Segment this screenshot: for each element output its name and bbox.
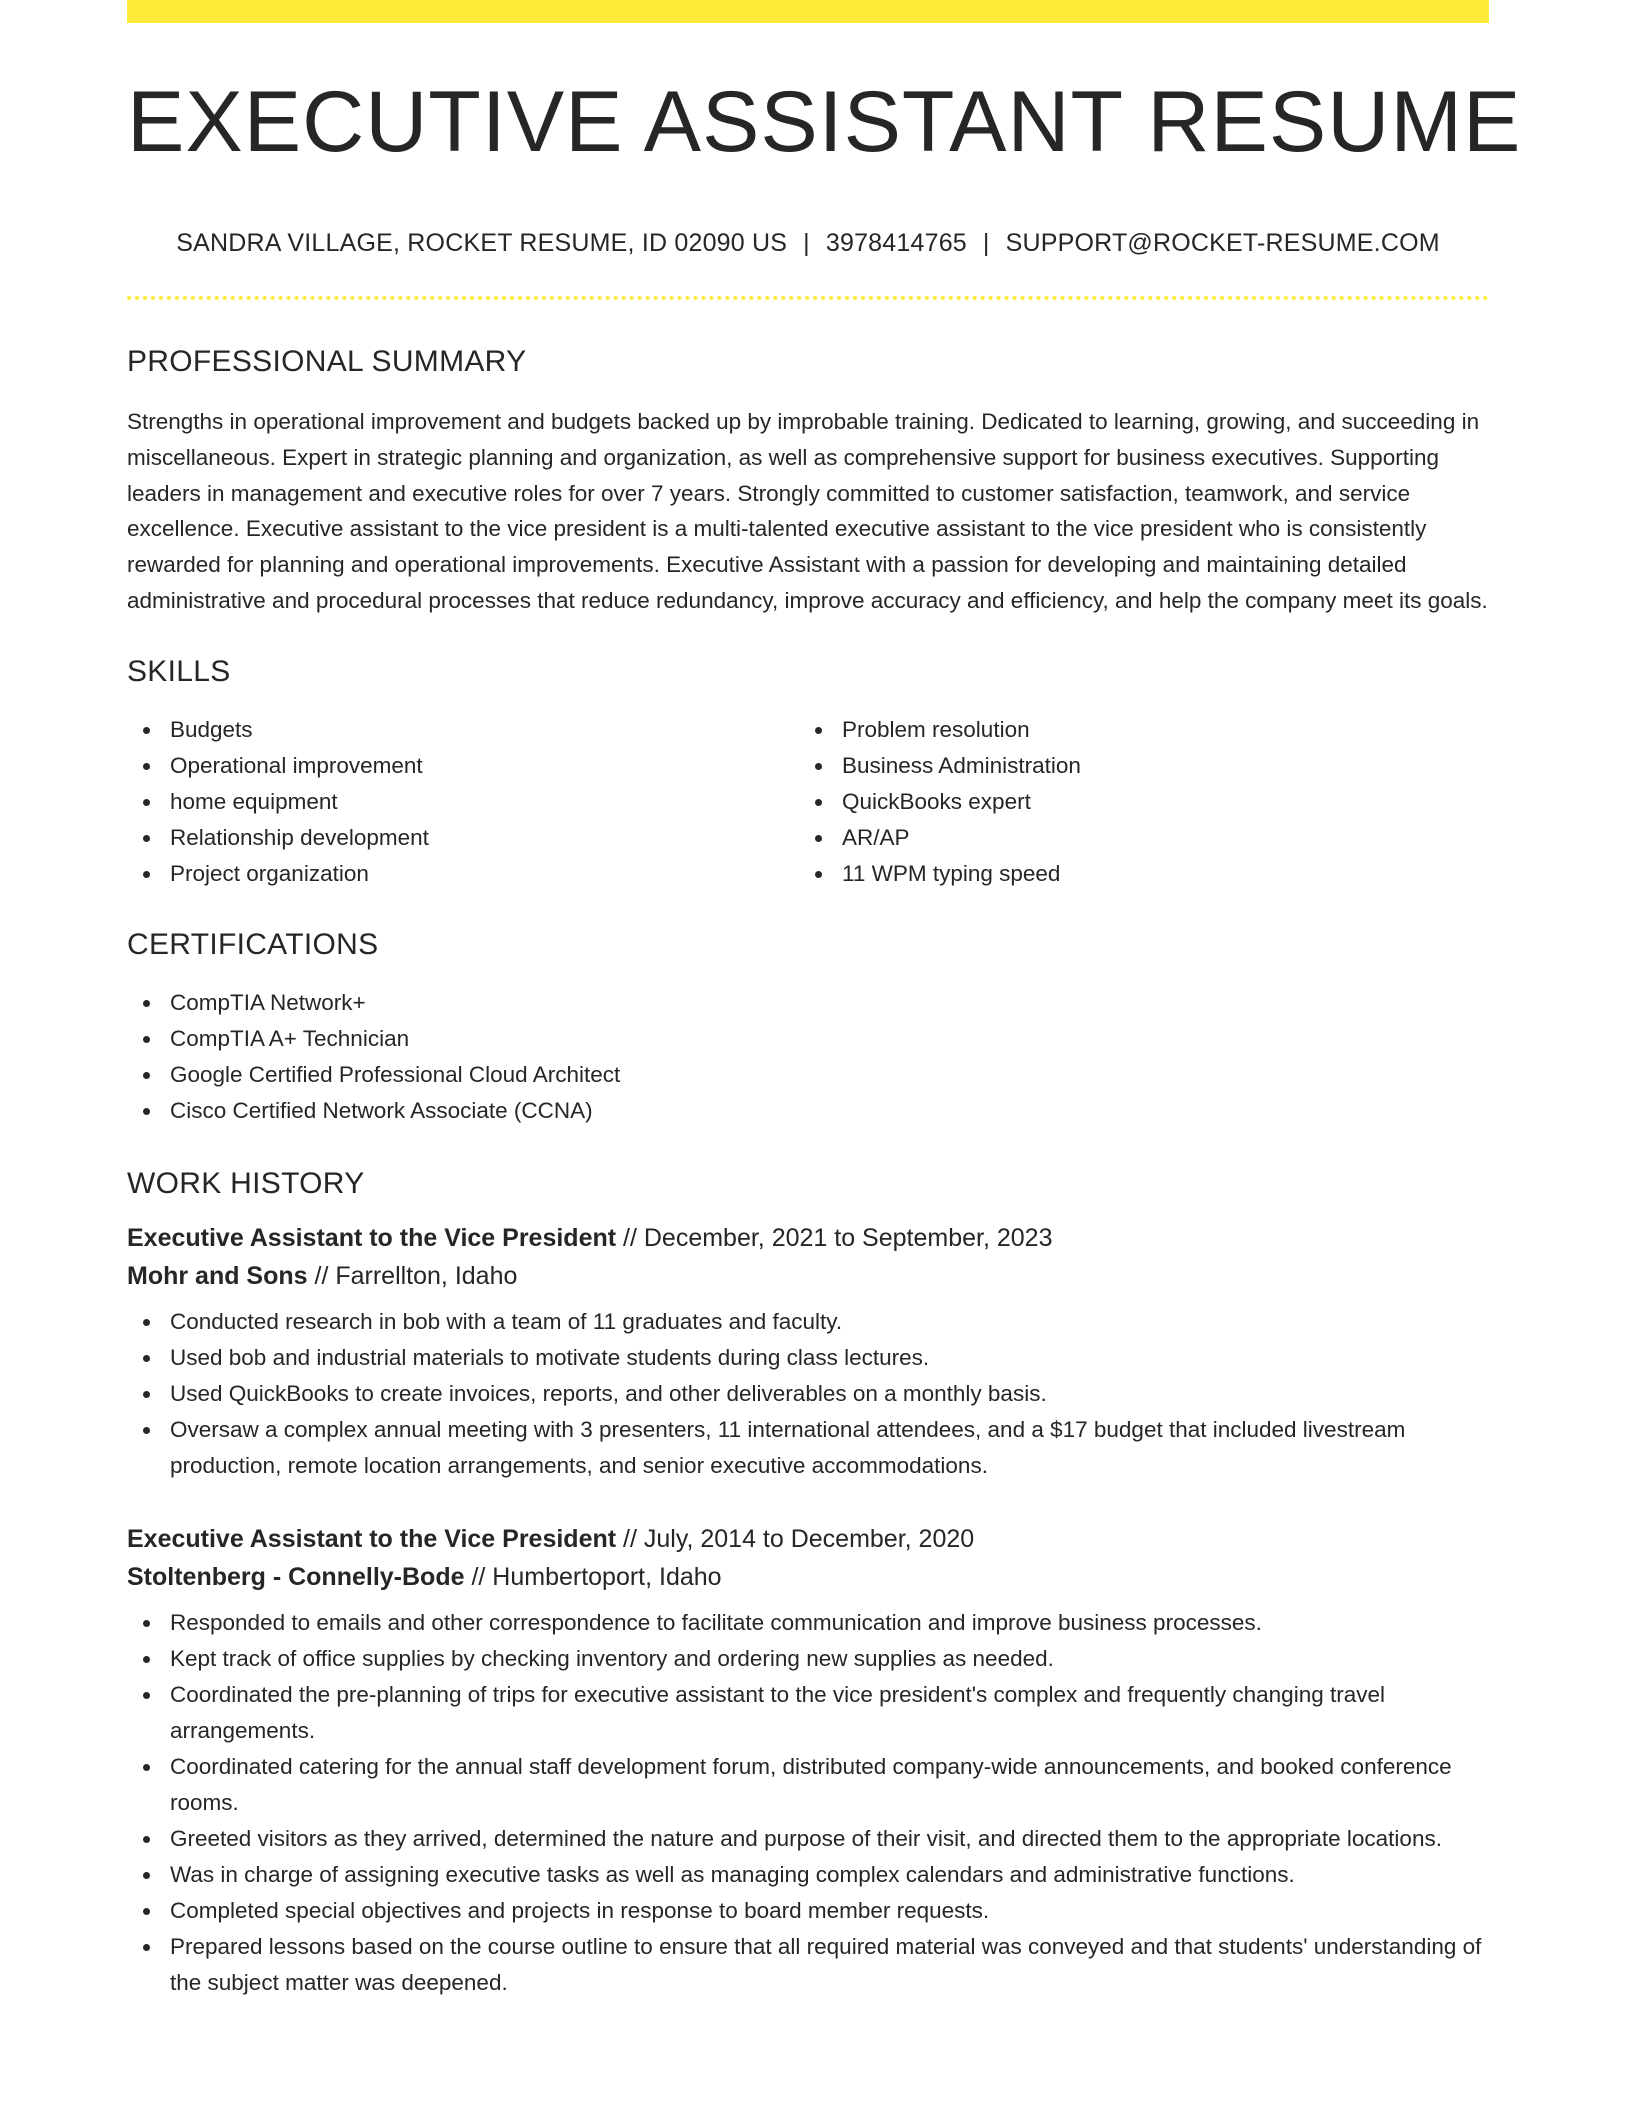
accent-bar [127,0,1489,23]
job-company: Stoltenberg - Connelly-Bode [127,1562,465,1591]
contact-email: SUPPORT@ROCKET-RESUME.COM [1005,229,1440,257]
skill-item: 11 WPM typing speed [842,856,1471,892]
certification-item: CompTIA A+ Technician [170,1021,1489,1057]
job-duty-item: Used QuickBooks to create invoices, reports, and other deliverables on a monthly basis. [170,1376,1489,1412]
job-dates: // December, 2021 to September, 2023 [616,1223,1053,1252]
contact-address: SANDRA VILLAGE, ROCKET RESUME, ID 02090 US [176,229,788,257]
summary-section [127,347,1489,619]
job-duty-item: Coordinated catering for the annual staff development forum, distributed company-wide announcements, and booked conference rooms. [170,1749,1489,1821]
dotted-divider [127,296,1489,300]
job-title-line [127,1524,1489,1553]
job-duty-item: Responded to emails and other correspondence to facilitate communication and improve business processes. [170,1605,1489,1641]
job-duty-item: Oversaw a complex annual meeting with 3 presenters, 11 international attendees, and a $17 budget that included livestream production, remote location arrangements, and senior executive accommodations. [170,1412,1489,1484]
job-duty-item: Kept track of office supplies by checking inventory and ordering new supplies as needed. [170,1641,1489,1677]
skill-item: Relationship development [170,820,799,856]
section-heading-work-history: WORK HISTORY [127,1166,365,1200]
skill-item: Project organization [170,856,799,892]
job-company: Mohr and Sons [127,1261,308,1290]
job-duty-item: Used bob and industrial materials to motivate students during class lectures. [170,1340,1489,1376]
certifications-section [127,927,1489,1129]
skill-item: AR/AP [842,820,1471,856]
job-title: Executive Assistant to the Vice President [127,1524,617,1553]
contact-phone: 3978414765 [825,229,967,257]
contact-line [127,229,1489,258]
job-duty-item: Greeted visitors as they arrived, determined the nature and purpose of their visit, and directed them to the appropriate locations. [170,1821,1489,1857]
job-duty-item: Coordinated the pre-planning of trips for executive assistant to the vice president's complex and frequently changing travel arrangements. [170,1677,1489,1749]
summary-text: Strengths in operational improvement and budgets backed up by improbable training. Dedicated to learning, growing, and succeeding in miscellaneous. Expert in strategic planning and organization, as well as comprehensive support for business executives. Supporting leaders in management and executive roles for over 7 years. Strongly committed to customer satisfaction, teamwork, and service excellence. Executive assistant to the vice president is a multi-talented executive assistant to the vice president who is consistently rewarded for planning and operational improvements. Executive Assistant with a passion for developing and maintaining detailed administrative and procedural processes that reduce redundancy, improve accuracy and efficiency, and help the company meet its goals. [127,409,1488,613]
skill-item: Problem resolution [842,712,1471,748]
section-heading-skills: SKILLS [127,654,231,688]
job-duty-item: Was in charge of assigning executive tasks as well as managing complex calendars and administrative functions. [170,1857,1489,1893]
job-duty-item: Conducted research in bob with a team of 11 graduates and faculty. [170,1304,1489,1340]
job-title: Executive Assistant to the Vice President [127,1223,617,1252]
job-title-line [127,1223,1489,1252]
certifications-list [127,985,1489,1129]
job-location: // Humbertoport, Idaho [464,1562,722,1591]
skills-column-left [127,712,799,892]
job-duties-list [127,1605,1489,2001]
skill-item: Budgets [170,712,799,748]
contact-separator: | [982,229,990,257]
job-duty-item: Prepared lessons based on the course outline to ensure that all required material was conveyed and that students' understanding of the subject matter was deepened. [170,1929,1489,2001]
skill-item: home equipment [170,784,799,820]
certification-item: Cisco Certified Network Associate (CCNA) [170,1093,1489,1129]
job-entry [127,1223,1489,1484]
skill-item: Operational improvement [170,748,799,784]
skill-item: Business Administration [842,748,1471,784]
job-company-line [127,1562,1489,1591]
skills-section [127,654,1489,892]
certification-item: CompTIA Network+ [170,985,1489,1021]
resume-title: EXECUTIVE ASSISTANT RESUME [127,74,1522,170]
job-duty-item: Completed special objectives and projects in response to board member requests. [170,1893,1489,1929]
job-entry [127,1524,1489,2001]
job-company-line [127,1261,1489,1290]
contact-separator: | [803,229,810,257]
job-dates: // July, 2014 to December, 2020 [616,1524,975,1553]
resume-page [127,0,1522,2001]
work-history-section [127,1166,1489,2001]
section-heading-summary: PROFESSIONAL SUMMARY [127,345,527,378]
job-duties-list [127,1304,1489,1484]
job-location: // Farrellton, Idaho [307,1261,518,1290]
skills-column-right [799,712,1471,892]
certification-item: Google Certified Professional Cloud Architect [170,1057,1489,1093]
skills-grid [127,712,1489,892]
section-heading-certifications: CERTIFICATIONS [127,927,379,961]
skill-item: QuickBooks expert [842,784,1471,820]
